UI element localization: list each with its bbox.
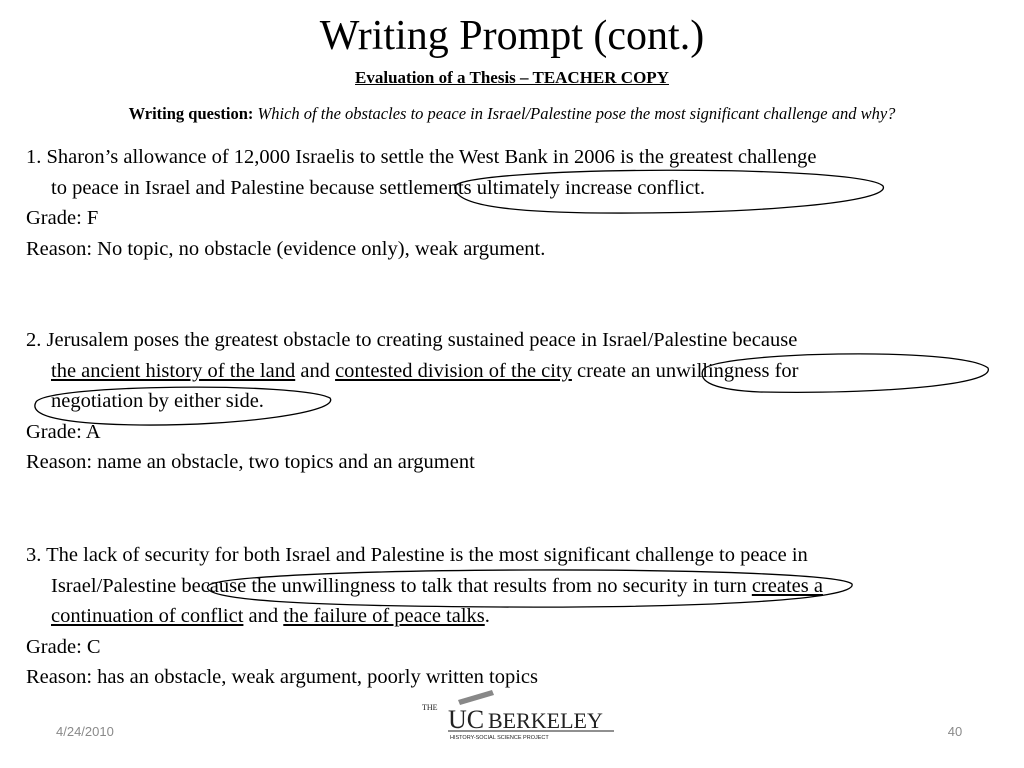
- question-text: Which of the obstacles to peace in Israel/Palestine pose the most significant challenge and why?: [257, 104, 896, 123]
- uc-berkeley-logo: [418, 688, 628, 744]
- pen-nib-icon: [458, 690, 494, 705]
- thesis-3-line-1: [26, 540, 1018, 571]
- thesis-3-line-3: [26, 601, 1018, 632]
- logo-project: HISTORY-SOCIAL SCIENCE PROJECT: [450, 735, 549, 741]
- page-number: 40: [947, 724, 963, 739]
- thesis-2-and: and: [295, 359, 336, 382]
- thesis-3-topic-1b: continuation of conflict: [51, 605, 244, 627]
- thesis-1-line-2: to peace in Israel and Palestine because settlements ultimately increase conflict.: [51, 176, 706, 199]
- thesis-2-topic-1: the ancient history of the land: [51, 359, 296, 382]
- footer-date: 4/24/2010: [56, 724, 114, 739]
- thesis-1-number: 1.: [26, 146, 42, 168]
- thesis-3-number: 3.: [26, 544, 42, 566]
- thesis-2-reason: Reason: name an obstacle, two topics and an argument: [26, 451, 475, 473]
- question-label: Writing question:: [128, 104, 254, 123]
- thesis-3-period: .: [484, 605, 490, 627]
- thesis-1-grade: Grade: F: [26, 207, 99, 229]
- thesis-example-2: [26, 325, 1018, 478]
- slide-title: Writing Prompt (cont.): [319, 13, 705, 59]
- thesis-1-text-1: Sharon’s allowance of 12,000 Israelis to settle the West Bank in 2006 is the greatest challenge: [46, 146, 817, 168]
- thesis-3-argument: Israel/Palestine because the unwillingness to talk that results from no security in turn: [51, 574, 752, 597]
- thesis-2-text-1: Jerusalem poses the greatest obstacle to creating sustained peace in Israel/Palestine because: [46, 329, 798, 351]
- thesis-3-text-1: The lack of security for both Israel and Palestine is the most significant challenge to peace in: [46, 544, 808, 566]
- thesis-example-3: [26, 540, 1018, 693]
- thesis-2-grade: Grade: A: [26, 420, 101, 443]
- thesis-3-grade: Grade: C: [26, 635, 101, 658]
- logo-berkeley: BERKELEY: [488, 708, 603, 733]
- thesis-2-line-2: [26, 356, 1018, 387]
- writing-question: [0, 102, 1024, 126]
- logo-the: THE: [422, 703, 438, 712]
- thesis-3-topic-2: the failure of peace talks: [283, 605, 485, 627]
- logo-uc: UC: [448, 705, 485, 734]
- thesis-2-topic-2: contested division of the city: [335, 359, 572, 382]
- thesis-3-line-2: [26, 571, 1018, 602]
- thesis-2-number: 2.: [26, 329, 42, 351]
- thesis-2-line-1: [26, 325, 1018, 356]
- thesis-1-line-1: [26, 142, 1018, 173]
- thesis-3-reason: Reason: has an obstacle, weak argument, poorly written topics: [26, 666, 538, 688]
- thesis-example-1: [26, 142, 1018, 264]
- thesis-2-line-3: negotiation by either side.: [51, 390, 264, 412]
- slide-subtitle: Evaluation of a Thesis – TEACHER COPY: [355, 68, 669, 87]
- thesis-3-and: and: [243, 605, 284, 627]
- thesis-2-argument: create an unwillingness for: [571, 359, 799, 382]
- thesis-1-reason: Reason: No topic, no obstacle (evidence only), weak argument.: [26, 237, 546, 260]
- thesis-3-topic-1a: creates a: [751, 574, 823, 597]
